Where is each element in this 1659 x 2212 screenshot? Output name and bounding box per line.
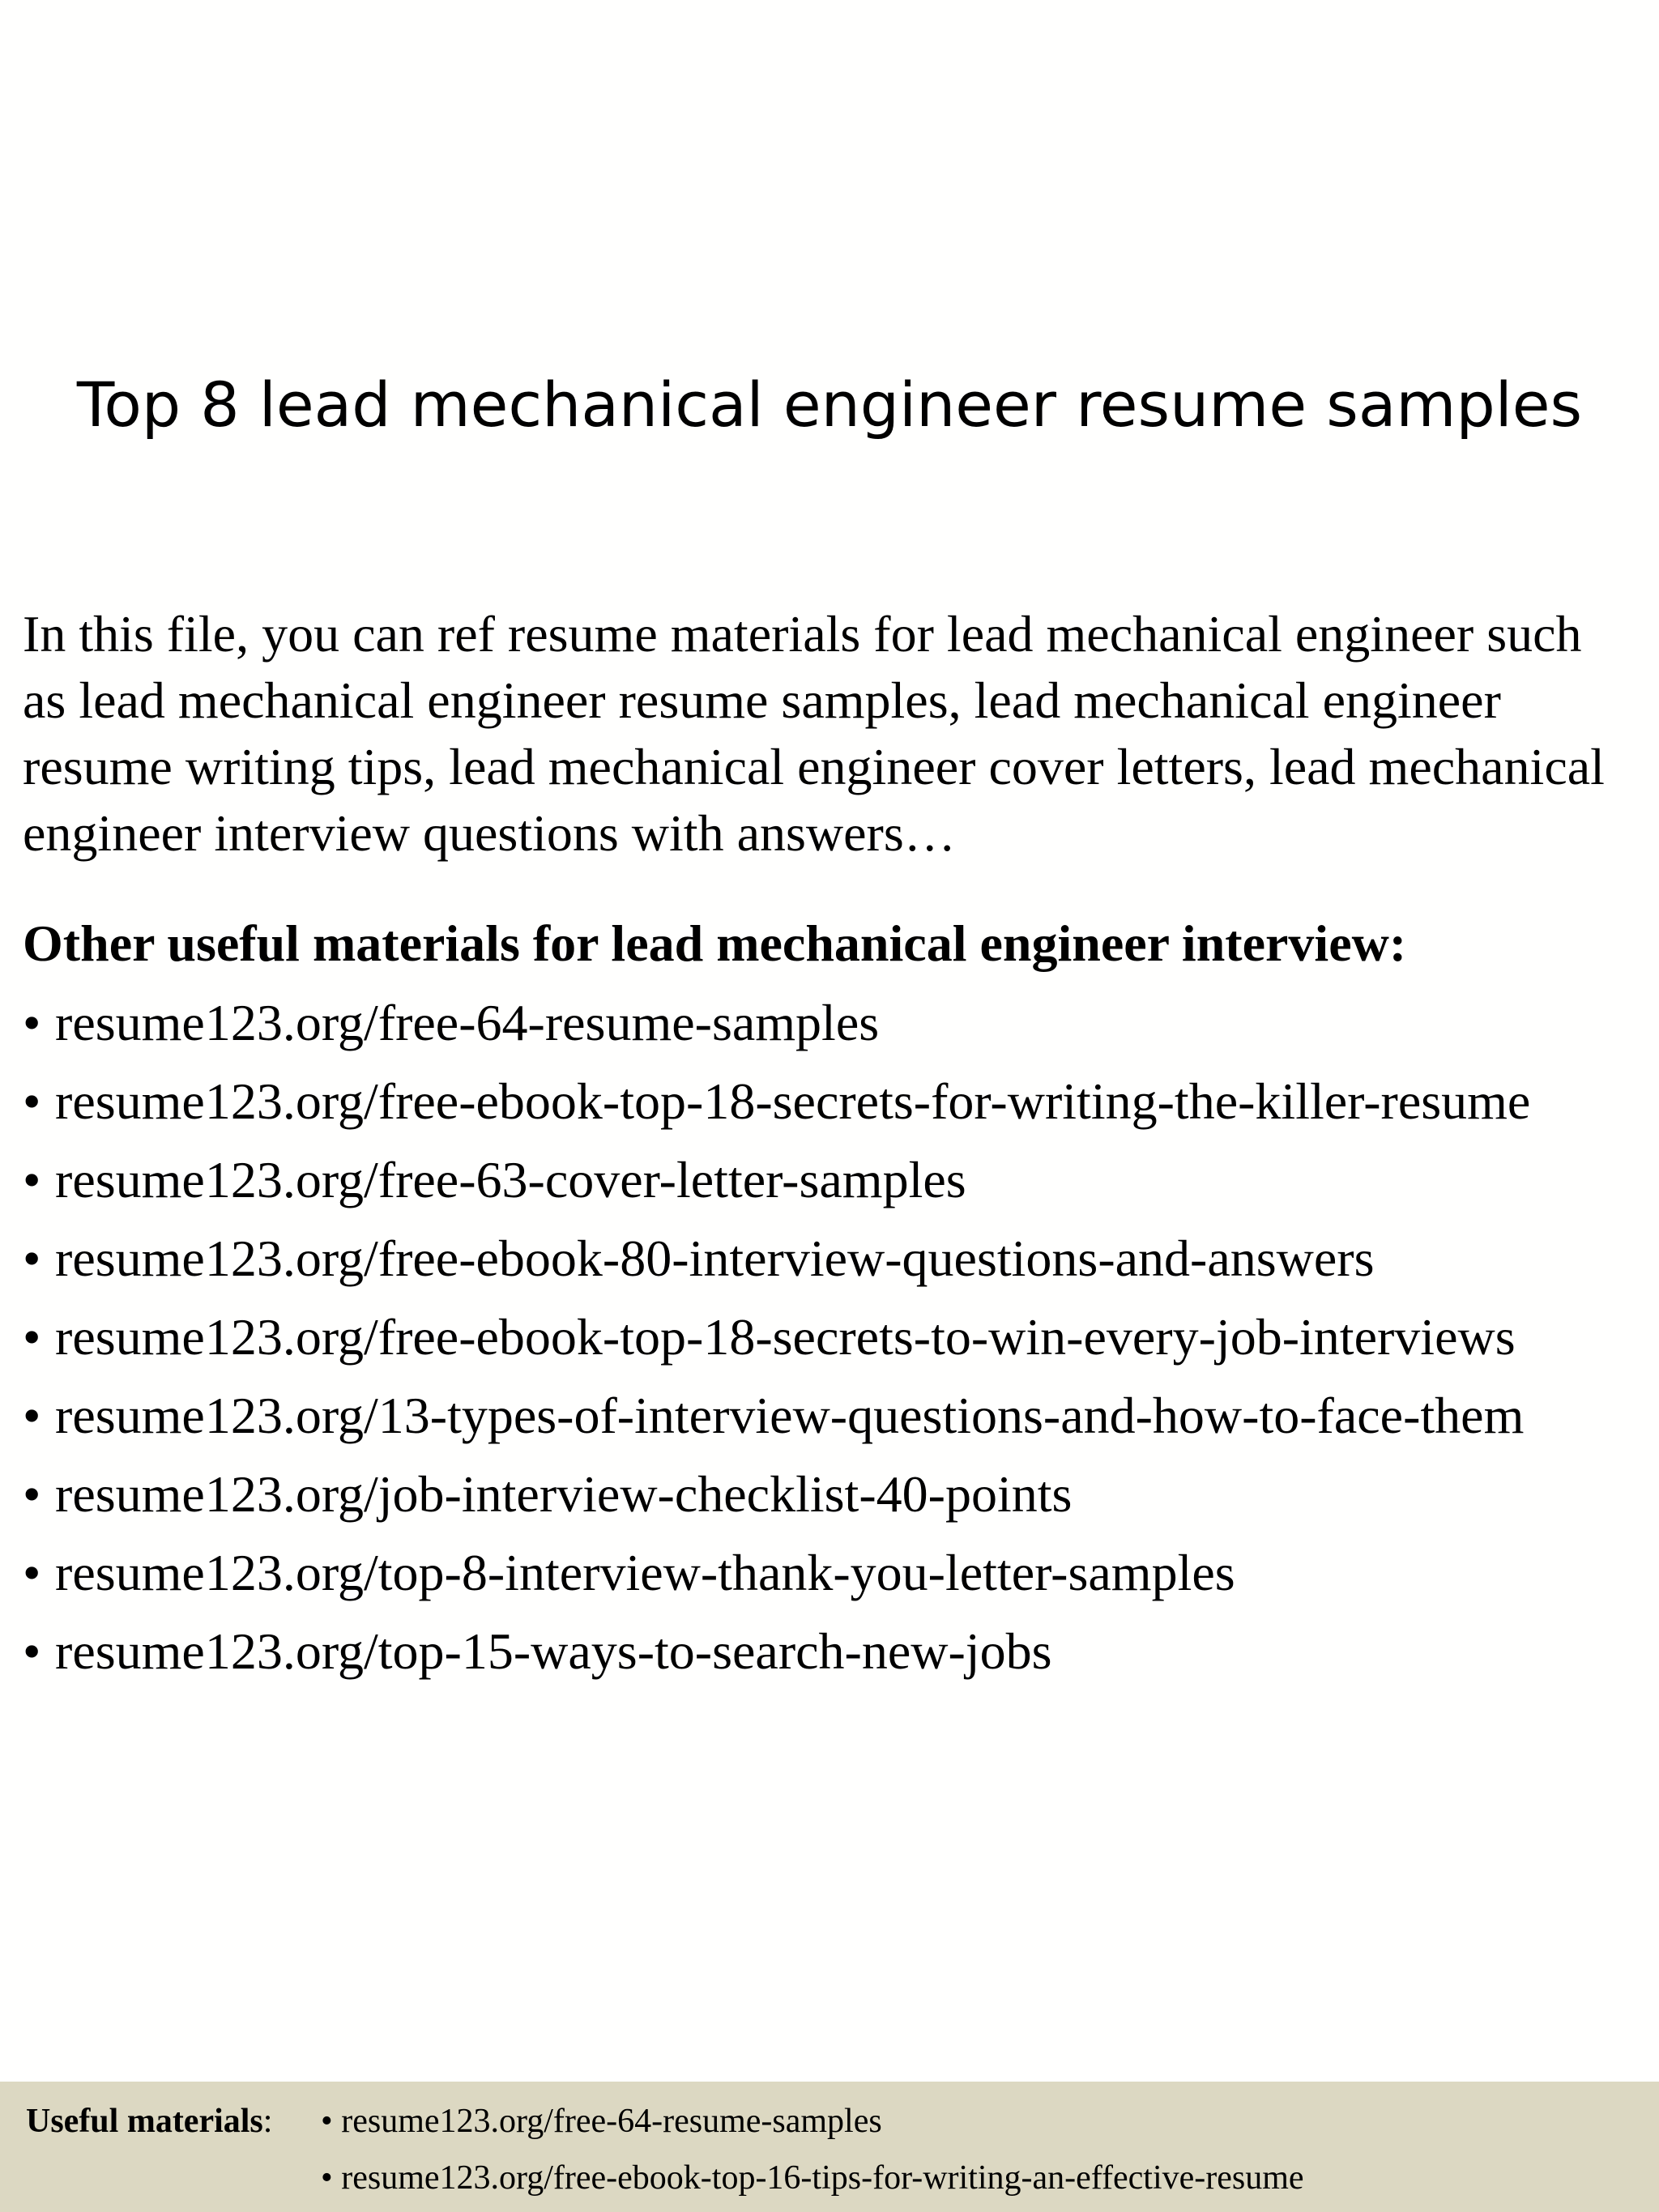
- list-item[interactable]: [23, 1140, 1643, 1219]
- bullet-icon: •: [23, 1622, 41, 1680]
- bullet-icon: •: [23, 1387, 41, 1444]
- footer-link-item[interactable]: [321, 2150, 1304, 2206]
- bullet-icon: •: [321, 2103, 333, 2140]
- bullet-icon: •: [23, 1465, 41, 1523]
- link-text[interactable]: resume123.org/free-64-resume-samples: [55, 994, 880, 1051]
- link-text[interactable]: resume123.org/top-8-interview-thank-you-letter-samples: [55, 1544, 1235, 1601]
- page-title: Top 8 lead mechanical engineer resume samples: [76, 369, 1583, 441]
- link-text[interactable]: resume123.org/job-interview-checklist-40-points: [55, 1465, 1073, 1523]
- list-item[interactable]: [23, 1062, 1643, 1140]
- list-item[interactable]: [23, 1455, 1643, 1533]
- bullet-icon: •: [23, 994, 41, 1051]
- link-text[interactable]: resume123.org/free-ebook-80-interview-questions-and-answers: [55, 1230, 1375, 1287]
- bullet-icon: •: [23, 1308, 41, 1366]
- bullet-icon: •: [23, 1544, 41, 1601]
- bullet-icon: •: [321, 2159, 333, 2197]
- footer-link-text[interactable]: resume123.org/free-64-resume-samples: [341, 2103, 882, 2140]
- link-text[interactable]: resume123.org/free-ebook-top-18-secrets-to-win-every-job-interviews: [55, 1308, 1516, 1366]
- other-materials-heading: Other useful materials for lead mechanical engineer interview:: [23, 914, 1407, 972]
- bullet-icon: •: [23, 1230, 41, 1287]
- list-item[interactable]: [23, 1298, 1643, 1376]
- link-text[interactable]: resume123.org/free-63-cover-letter-samples: [55, 1151, 966, 1208]
- materials-link-list: [23, 983, 1643, 1690]
- footer-link-item[interactable]: [321, 2093, 882, 2150]
- list-item[interactable]: [23, 1612, 1643, 1690]
- list-item[interactable]: [23, 1219, 1643, 1298]
- useful-materials-footer: [0, 2082, 1659, 2212]
- intro-paragraph: In this file, you can ref resume materials for lead mechanical engineer such as lead mechanical engineer resume samples, lead mechanical engineer resume writing tips, lead mechanical engineer cover letters, lead mechanical engineer interview questions with answers…: [23, 605, 1605, 862]
- bullet-icon: •: [23, 1151, 41, 1208]
- list-item[interactable]: [23, 983, 1643, 1062]
- list-item[interactable]: [23, 1376, 1643, 1455]
- bullet-icon: •: [23, 1072, 41, 1130]
- footer-label: [26, 2093, 272, 2150]
- link-text[interactable]: resume123.org/free-ebook-top-18-secrets-for-writing-the-killer-resume: [55, 1072, 1531, 1130]
- footer-label-text: Useful materials: [26, 2103, 263, 2140]
- link-text[interactable]: resume123.org/13-types-of-interview-questions-and-how-to-face-them: [55, 1387, 1525, 1444]
- list-item[interactable]: [23, 1533, 1643, 1612]
- link-text[interactable]: resume123.org/top-15-ways-to-search-new-jobs: [55, 1622, 1052, 1680]
- footer-link-text[interactable]: resume123.org/free-ebook-top-16-tips-for-writing-an-effective-resume: [341, 2159, 1304, 2197]
- footer-label-colon: :: [262, 2103, 273, 2140]
